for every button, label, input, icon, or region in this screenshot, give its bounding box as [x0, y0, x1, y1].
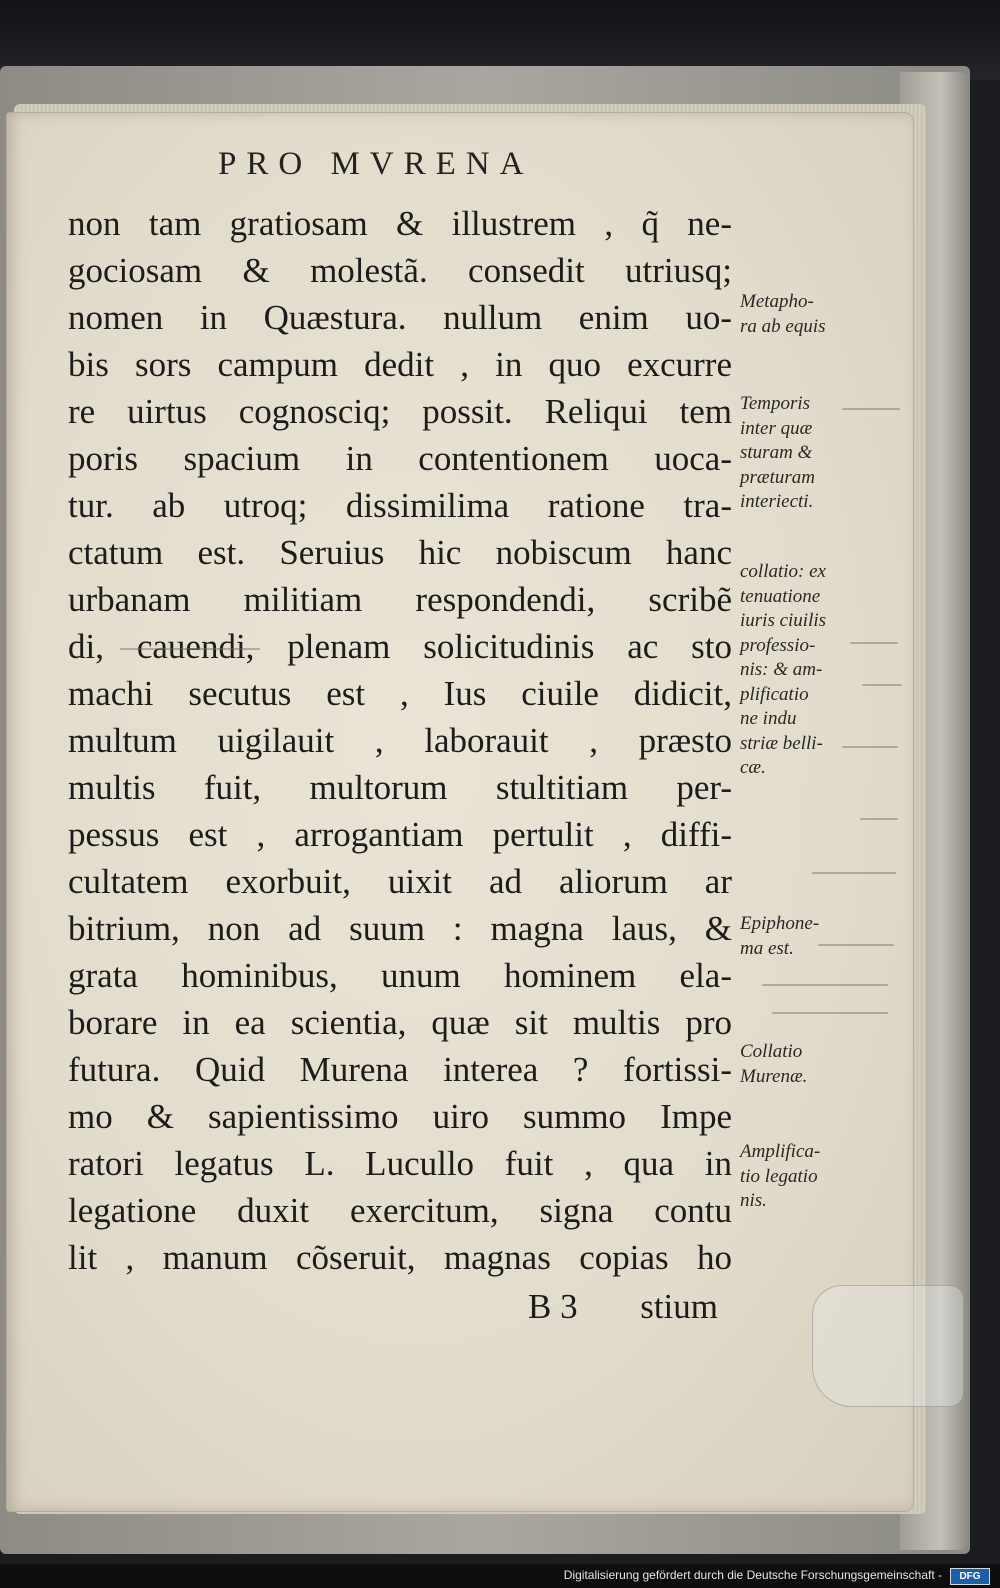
marginal-note-line: Temporis [740, 393, 811, 414]
marginal-note-line: ne indu [740, 708, 797, 729]
text-line: borare in ea scientia, quæ sit multis pro [68, 1003, 732, 1042]
handwritten-stroke [860, 818, 898, 820]
handwritten-stroke [842, 408, 900, 410]
text-line: grata hominibus, unum hominem ela- [68, 956, 732, 995]
text-line: bitrium, non ad suum : magna laus, & [68, 909, 732, 948]
text-line: bis sors campum dedit , in quo excurre [68, 345, 732, 384]
text-line: multum uigilauit , laborauit , præsto [68, 721, 732, 760]
text-line: machi secutus est , Ius ciuile didicit, [68, 674, 732, 713]
marginal-note-line: Amplifica- [740, 1141, 821, 1162]
text-line: legatione duxit exercitum, signa contu [68, 1191, 732, 1230]
catchword: stium [640, 1287, 718, 1326]
marginal-note-line: ra ab equis [740, 315, 826, 337]
text-line: tur. ab utroq; dissimilima ratione tra- [68, 486, 732, 525]
marginal-note-line: præturam [740, 466, 815, 488]
text-line: mo & sapientissimo uiro summo Impe [68, 1097, 732, 1136]
marginal-note-line: nis. [740, 1190, 767, 1211]
marginal-note-line: collatio: ex [740, 561, 826, 582]
marginal-note-line: tio legatio [740, 1165, 818, 1187]
catchline [68, 1282, 718, 1332]
text-line: pessus est , arrogantiam pertulit , diffi- [68, 815, 732, 854]
plastic-page-clip [812, 1285, 964, 1407]
text-line: ratori legatus L. Lucullo fuit , qua in [68, 1144, 732, 1183]
marginal-note [740, 912, 819, 961]
text-line: poris spacium in contentionem uoca- [68, 439, 732, 478]
footer-bar [0, 1564, 1000, 1588]
marginal-note-line: Murenæ. [740, 1065, 808, 1087]
signature-mark: B 3 [528, 1287, 578, 1326]
text-line: re uirtus cognosciq; possit. Reliqui tem [68, 392, 732, 431]
handwritten-stroke [842, 746, 898, 748]
text-line: lit , manum cõseruit, magnas copias ho [68, 1238, 732, 1277]
main-text-block [68, 200, 732, 1281]
handwritten-stroke [862, 684, 902, 686]
running-head: PRO MVRENA [218, 146, 534, 182]
text-line: cultatem exorbuit, uixit ad aliorum ar [68, 862, 732, 901]
text-line: non tam gratiosam & illustrem , q̃ ne- [68, 204, 732, 243]
marginal-note-line: plificatio [740, 683, 809, 705]
marginal-note [740, 560, 826, 781]
marginal-note-line: striæ belli- [740, 732, 823, 754]
dfg-logo: DFG [950, 1568, 990, 1585]
text-line: nomen in Quæstura. nullum enim uo- [68, 298, 732, 337]
marginal-note-line: Collatio [740, 1041, 803, 1062]
handwritten-stroke [812, 872, 896, 874]
handwritten-stroke [762, 984, 888, 986]
text-line: multis fuit, multorum stultitiam per- [68, 768, 732, 807]
marginal-note-line: Epiphone- [740, 913, 820, 934]
text-line: futura. Quid Murena interea ? fortissi- [68, 1050, 732, 1089]
marginal-note-line: interiecti. [740, 491, 814, 512]
marginal-note-line: nis: & am- [740, 659, 823, 680]
handwritten-stroke [772, 1012, 888, 1014]
text-line: urbanam militiam respondendi, scribẽ [68, 580, 732, 619]
marginal-note [740, 290, 826, 339]
marginal-note-line: inter quæ [740, 417, 813, 439]
marginal-note-line: sturam & [740, 442, 813, 463]
marginal-note-line: iuris ciuilis [740, 610, 827, 631]
marginal-note [740, 1140, 820, 1214]
text-line: ctatum est. Seruius hic nobiscum hanc [68, 533, 732, 572]
marginal-note-line: tenuatione [740, 585, 821, 607]
text-line: di, cauendi, plenam solicitudinis ac sto [68, 627, 732, 666]
handwritten-stroke [818, 944, 894, 946]
handwritten-stroke [850, 642, 898, 644]
marginal-note [740, 392, 815, 515]
text-line: gociosam & molestã. consedit utriusq; [68, 251, 732, 290]
marginal-note-line: professio- [740, 634, 816, 656]
funding-credit: Digitalisierung gefördert durch die Deutsche Forschungsgemeinschaft - [563, 1568, 942, 1582]
marginal-note [740, 1040, 807, 1089]
handwritten-stroke [120, 648, 260, 650]
marginal-note-line: Metapho- [740, 291, 814, 312]
marginal-note-line: cæ. [740, 757, 766, 778]
marginal-note-line: ma est. [740, 937, 794, 959]
